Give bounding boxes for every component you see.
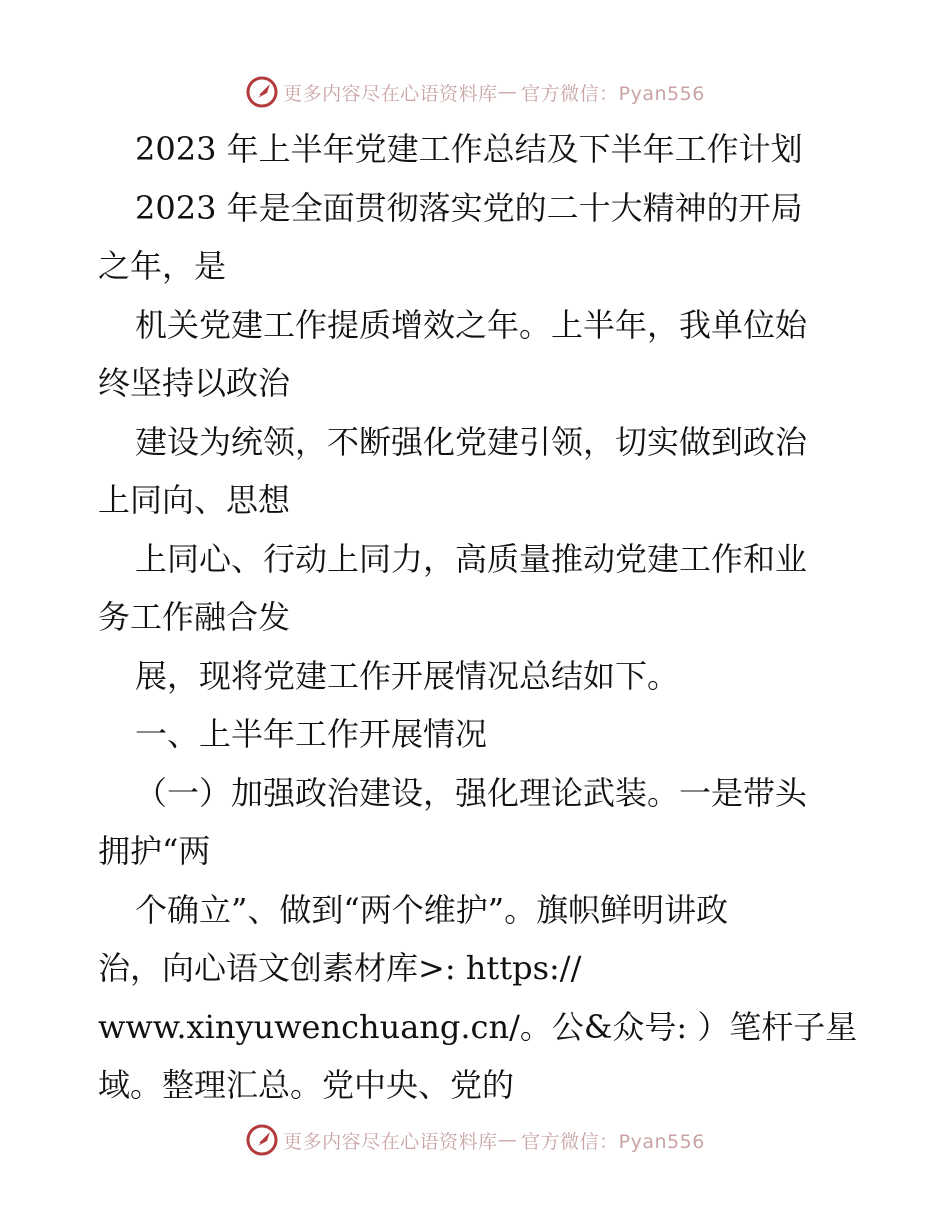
section-heading: 一、上半年工作开展情况	[135, 715, 488, 753]
text-line: 上同心、行动上同力，高质量推动党建工作和业	[135, 539, 808, 578]
text-line: 域。整理汇总。党中央、党的	[98, 1066, 515, 1104]
document-title: 2023 年上半年党建工作总结及下半年工作计划	[135, 130, 803, 168]
text-line: 务工作融合发	[98, 598, 291, 636]
header-wechat-text: 官方微信：Pyan556	[521, 82, 705, 105]
text-line: 拥护“两	[98, 832, 211, 870]
text-line: 终坚持以政治	[98, 364, 291, 402]
footer-watermark	[0, 1120, 950, 1160]
text-line: 个确立”、做到“两个维护”。旗帜鲜明讲政	[135, 890, 729, 929]
footer-wechat-text: 官方微信：Pyan556	[521, 1130, 705, 1153]
text-line: 建设为统领，不断强化党建引领，切实做到政治	[135, 422, 808, 461]
header-dash: —	[497, 81, 518, 103]
text-line: 上同向、思想	[98, 481, 291, 519]
text-line: 之年，是	[98, 247, 227, 285]
text-line: 机关党建工作提质增效之年。上半年，我单位始	[135, 305, 808, 344]
text-line: 治，向心语文创素材库>: https://	[98, 949, 582, 987]
text-line: （一）加强政治建设，强化理论武装。一是带头	[135, 773, 808, 812]
footer-dash: —	[497, 1129, 518, 1151]
quill-logo-icon	[245, 1123, 279, 1157]
quill-logo-icon	[245, 75, 279, 109]
text-line: www.xinyuwenchuang.cn/。公&众号: ）笔杆子星	[98, 1007, 858, 1046]
footer-site-text: 更多内容尽在心语资料库	[283, 1130, 498, 1153]
header-watermark	[0, 72, 950, 112]
header-site-text: 更多内容尽在心语资料库	[283, 82, 498, 105]
document-body	[98, 120, 858, 1115]
text-line: 2023 年是全面贯彻落实党的二十大精神的开局	[135, 188, 803, 227]
text-line: 展，现将党建工作开展情况总结如下。	[135, 656, 680, 695]
